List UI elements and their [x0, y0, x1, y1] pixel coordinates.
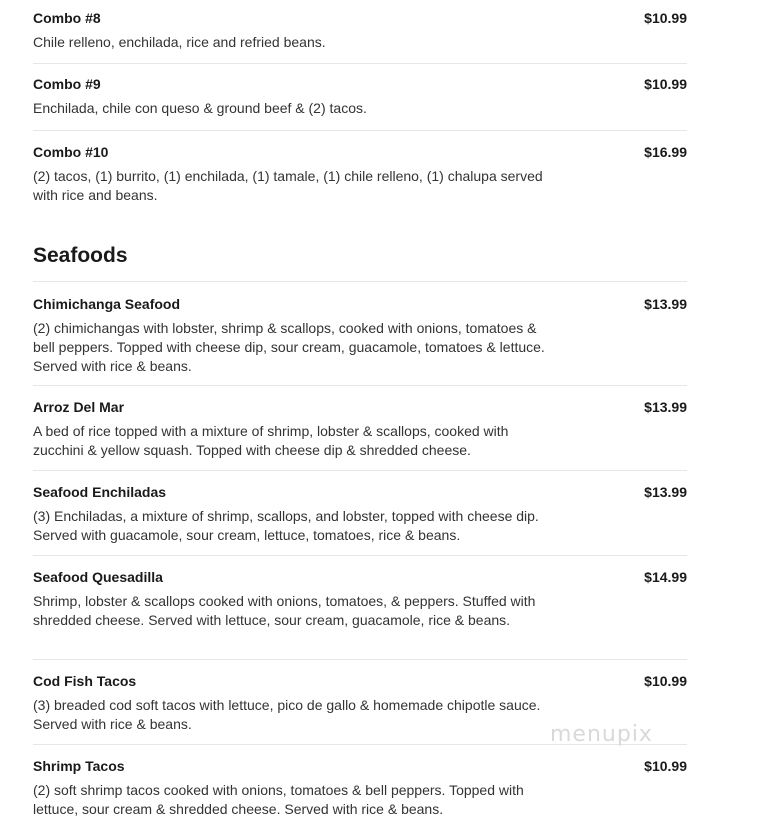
menu-content	[33, 0, 687, 817]
item-price: $13.99	[644, 399, 687, 415]
item-price: $13.99	[644, 296, 687, 312]
item-description: Chile relleno, enchilada, rice and refried beans.	[33, 34, 326, 50]
item-description: (3) breaded cod soft tacos with lettuce, pico de gallo & homemade chipotle sauce. Served with rice & beans.	[33, 697, 541, 732]
item-name: Combo #8	[33, 10, 101, 26]
item-name: Arroz Del Mar	[33, 399, 125, 415]
item-price: $16.99	[644, 144, 687, 160]
menu-item-cod-fish-tacos	[33, 660, 687, 745]
item-description: (2) soft shrimp tacos cooked with onions, tomatoes & bell peppers. Topped with lettuce, sour cream & shredded cheese. Served with rice & beans.	[33, 782, 524, 817]
item-name: Seafood Quesadilla	[33, 569, 163, 585]
item-price: $13.99	[644, 484, 687, 500]
item-description: (2) tacos, (1) burrito, (1) enchilada, (1) tamale, (1) chile relleno, (1) chalupa served with rice and beans.	[33, 168, 543, 203]
menu-item-combo-9	[33, 64, 687, 131]
item-description: A bed of rice topped with a mixture of shrimp, lobster & scallops, cooked with zucchini & yellow squash. Topped with cheese dip & shredded cheese.	[33, 423, 509, 458]
section-header-seafoods	[33, 215, 687, 282]
item-price: $10.99	[644, 673, 687, 689]
item-price: $10.99	[644, 10, 687, 26]
item-name: Combo #10	[33, 144, 109, 160]
menu-item-arroz-del-mar	[33, 386, 687, 471]
menu-item-seafood-quesadilla	[33, 556, 687, 660]
menu-item-seafood-enchiladas	[33, 471, 687, 556]
menu-item-combo-8	[33, 0, 687, 64]
item-price: $10.99	[644, 76, 687, 92]
item-name: Combo #9	[33, 76, 101, 92]
menu-item-shrimp-tacos	[33, 745, 687, 817]
item-description: Shrimp, lobster & scallops cooked with onions, tomatoes, & peppers. Stuffed with shredded cheese. Served with lettuce, sour cream, guacamole, rice & beans.	[33, 593, 536, 628]
item-price: $14.99	[644, 569, 687, 585]
section-title: Seafoods	[33, 244, 128, 267]
item-name: Seafood Enchiladas	[33, 484, 167, 500]
item-name: Chimichanga Seafood	[33, 296, 181, 312]
item-description: Enchilada, chile con queso & ground beef & (2) tacos.	[33, 100, 367, 116]
item-description: (2) chimichangas with lobster, shrimp & scallops, cooked with onions, tomatoes & bell peppers. Topped with cheese dip, sour cream, guacamole, tomatoes & lettuce. Served with rice & beans.	[33, 320, 545, 374]
item-name: Shrimp Tacos	[33, 758, 125, 774]
watermark-logo: menupix	[550, 722, 653, 747]
item-price: $10.99	[644, 758, 687, 774]
menu-item-combo-10	[33, 131, 687, 215]
item-name: Cod Fish Tacos	[33, 673, 137, 689]
menu-item-chimichanga-seafood	[33, 282, 687, 386]
item-description: (3) Enchiladas, a mixture of shrimp, scallops, and lobster, topped with cheese dip. Served with guacamole, sour cream, lettuce, tomatoes, rice & beans.	[33, 508, 539, 543]
